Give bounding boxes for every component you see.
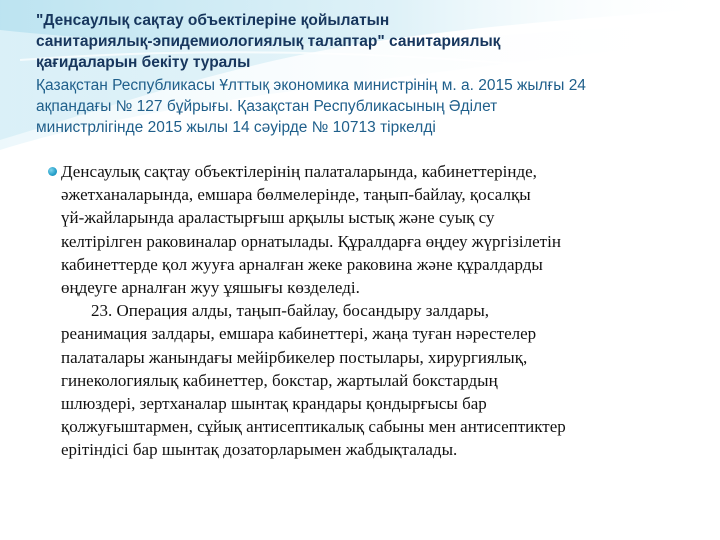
body-line: өңдеуге арналған жуу ұяшығы көзделеді. <box>61 278 360 298</box>
bullet-icon <box>48 167 57 176</box>
subtitle-line: Қазақстан Республикасы Ұлттық экономика министрінің м. а. 2015 жылғы 24 <box>36 77 586 94</box>
body-line: палаталары жанындағы мейірбикелер постылары, хирургиялық, <box>61 347 528 367</box>
subtitle-line: ақпандағы № 127 бұйрығы. Қазақстан Республикасының Әділет <box>36 98 498 115</box>
title-line: санитариялық-эпидемиологиялық талаптар" санитариялық <box>36 33 501 50</box>
paragraph-text <box>61 160 688 462</box>
body-line: шлюздері, зертханалар шынтақ крандары қондырғысы бар <box>61 394 487 414</box>
body-line: үй-жайларында араластырғыш арқылы ыстық және суық су <box>61 208 495 228</box>
body-line: қолжуғыштармен, сұйық антисептикалық сабыны мен антисептиктер <box>61 417 566 437</box>
document-subtitle <box>36 75 706 138</box>
body-line: кабинеттерде қол жууға арналған жеке раковина және құралдарды <box>61 254 543 274</box>
body-line: ерітіндісі бар шынтақ дозаторларымен жабдықталады. <box>61 440 458 460</box>
body-line: келтірілген раковиналар орнатылады. Құралдарға өңдеу жүргізілетін <box>61 231 561 251</box>
body-line: әжетханаларында, емшара бөлмелерінде, таңып-байлау, қосалқы <box>61 185 531 205</box>
body-line: гинекологиялық кабинеттер, бокстар, жартылай бокстардың <box>61 370 498 390</box>
body-line: 23. Операция алды, таңып-байлау, босандыру залдары, <box>91 301 490 321</box>
document-title <box>36 10 706 73</box>
title-line: қағидаларын бекіту туралы <box>36 54 251 71</box>
bullet-paragraph <box>48 160 688 462</box>
subtitle-line: министрлігінде 2015 жылы 14 сәуірде № 10713 тіркелді <box>36 119 436 136</box>
body-line: реанимация залдары, емшара кабинеттері, жаңа туған нәрестелер <box>61 324 537 344</box>
body-line: Денсаулық сақтау объектілерінің палаталарында, кабинеттерінде, <box>61 162 537 181</box>
title-block <box>36 10 706 138</box>
body-block <box>48 160 688 462</box>
title-line: "Денсаулық сақтау объектілеріне қойылатын <box>36 12 390 29</box>
